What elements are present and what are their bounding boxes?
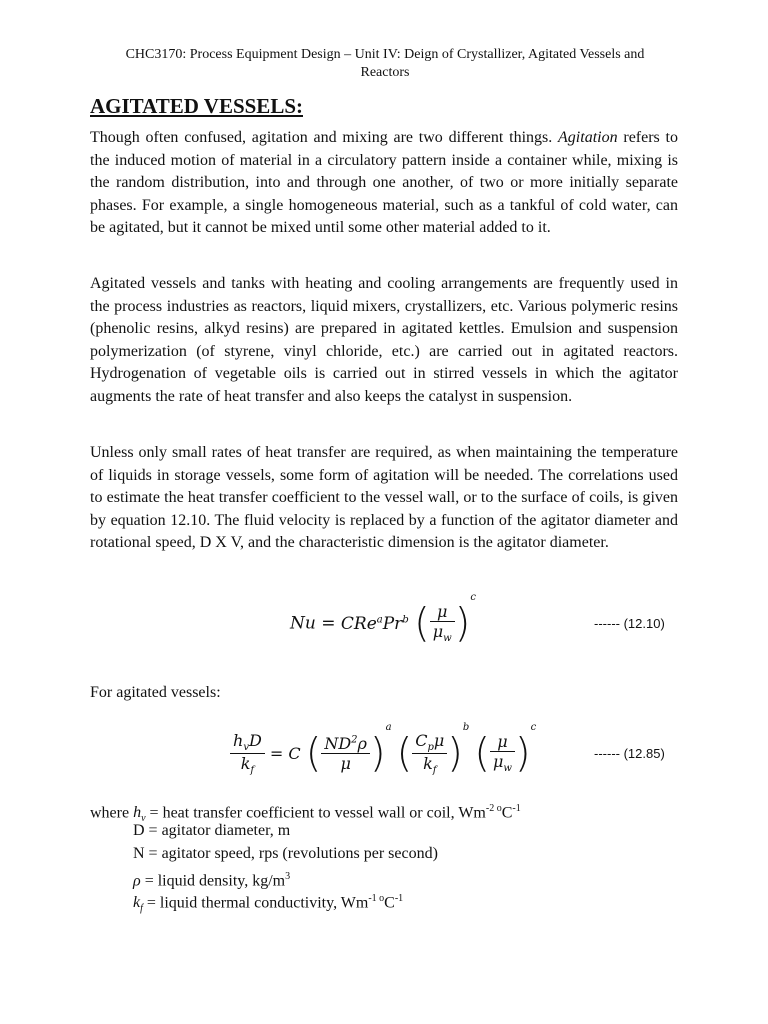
definition-kf: $k_f$ = liquid thermal conductivity, $Wm^{-1 o}C^{-1}$ [133,893,404,915]
equation-number-12-10: ------ (12.10) [594,616,665,631]
equation-number-12-85: ------ (12.85) [594,746,665,761]
agitation-term: Agitation [558,129,618,146]
equation-12-10: $Nu = CRe^aPr^b$ ( $\frac{\mu}{\mu_w}$ )$^c$ [290,592,476,647]
definition-N: N = agitator speed, rps (revolutions per second) [133,845,438,862]
definition-D: D = agitator diameter, m [133,822,291,839]
paragraph-2: Agitated vessels and tanks with heating and cooling arrangements are frequently used in the process industries as reactors, liquid mixers, crystallizers, etc. Various polymeric resins (phenolic resins, alkyd resins) are prepared in agitated kettles. Emulsion and suspension polymerization (of styrene, vinyl chloride, etc.) are carried out in agitated reactors. Hydrogenation of vegetable oils is carried out in stirred vessels in which the agitator augments the rate of heat transfer and also keeps the catalyst in suspension. [90,275,678,405]
paragraph-1: Though often confused, agitation and mixing are two different things. Agitation refers to the induced motion of material in a circulatory pattern inside a container while, mixing is the random distribution, into and through one another, of two or more initially separate phases. For example, a single homogeneous material, such as a tankful of cold water, can be agitated, but it cannot be mixed until some other material added to it. [90,129,679,237]
equation-12-85: $\frac{h_vD}{k_f}$ = C ( $\frac{ND^2\rho}{\mu}$ )$^a$ ( $\frac{C_p\mu}{k_f}$ )$^b$ ( $\frac{\mu}{\mu_w}$ )$^c$ [230,722,536,776]
definition-rho: ρ = liquid density, $kg/m^3$ [133,871,291,890]
header-line-1: CHC3170: Process Equipment Design – Unit IV: Deign of Crystallizer, Agitated Vessels and [125,47,645,62]
paragraph-3: Unless only small rates of heat transfer are required, as when maintaining the temperature of liquids in storage vessels, some form of agitation will be needed. The correlations used to estimate the heat transfer coefficient to the vessel wall, or to the surface of coils, is given by equation 12.10. The fluid velocity is replaced by a function of the agitator diameter and rotational speed, D X V, and the characteristic dimension is the agitator diameter. [90,444,678,552]
for-agitated-label: For agitated vessels: [90,684,221,701]
header-line-2: Reactors [360,65,410,80]
page-header [80,46,690,82]
definition-hv: where $h_v$ = heat transfer coefficient to vessel wall or coil, $Wm^{-2 o}C^{-1}$ [90,803,521,825]
section-title: AGITATED VESSELS: [90,94,303,118]
